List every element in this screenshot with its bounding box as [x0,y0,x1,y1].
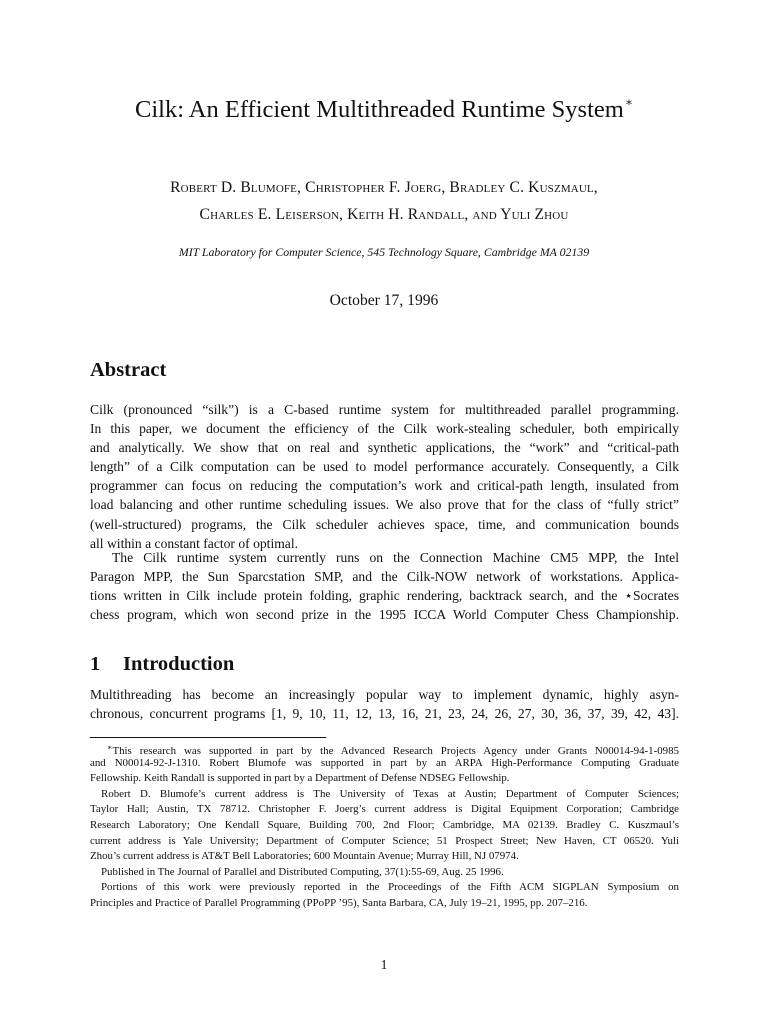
text-line: The Cilk runtime system currently runs on the Connection Machine CM5 MPP, the Intel [112,550,679,565]
footnote-line: Published in The Journal of Parallel and Distributed Computing, 37(1):55-69, Aug. 25 1996. [101,865,504,878]
footnote-text: This research was supported in part by the Advanced Research Projects Agency under Grants N00014-94-1-0985 [112,745,679,757]
abstract-paragraph-2 [90,548,679,624]
footnote-line: Fellowship. Keith Randall is supported in part by a Department of Defense NDSEG Fellowship. [90,772,510,785]
text-line: programmer can focus on reducing the computation’s work and critical-path length, insulated from [90,478,679,494]
footnotes [90,740,679,912]
text-line: (well-structured) programs, the Cilk scheduler achieves space, time, and communication bounds [90,516,679,532]
footnote-line: Robert D. Blumofe’s current address is The University of Texas at Austin; Department of Computer Sciences; [101,787,679,800]
footnote-line: Taylor Hall; Austin, TX 78712. Christopher F. Joerg’s current address is Digital Equipment Corporation; Cambridge [90,803,679,816]
text-line: length” of a Cilk computation can be used to model performance accurately. Consequently, a Cilk [90,459,679,475]
author-line-1: Robert D. Blumofe, Christopher F. Joerg, Bradley C. Kuszmaul, [170,179,598,196]
text-line: load balancing and other runtime scheduling issues. We also prove that for the class of “fully strict” [90,497,679,513]
author-list [0,174,768,228]
section-title: Introduction [123,653,235,675]
abstract-paragraph-1 [90,400,679,553]
author-line-2: Charles E. Leiserson, Keith H. Randall, and Yuli Zhou [199,206,569,223]
text-line: chronous, concurrent programs [1, 9, 10, 11, 12, 13, 16, 21, 23, 24, 26, 27, 30, 36, 37, 39, 42, 43]. [90,706,679,722]
footnote-line: Portions of this work were previously reported in the Proceedings of the Fifth ACM SIGPLAN Symposium on [101,881,679,894]
affiliation: MIT Laboratory for Computer Science, 545 Technology Square, Cambridge MA 02139 [178,245,590,259]
footnote-line [90,740,679,756]
abstract-heading: Abstract [90,359,167,381]
footnote-marker: ∗ [107,743,113,752]
text-line: Paragon MPP, the Sun Sparcstation SMP, and the Cilk-NOW network of workstations. Applica- [90,569,679,585]
footnote-line: and N00014-92-J-1310. Robert Blumofe was supported in part by an ARPA High-Performance Computing Graduate [90,756,679,769]
footnote-line: Zhou’s current address is AT&T Bell Laboratories; 600 Mountain Avenue; Murray Hill, NJ 07974. [90,850,519,863]
text-line: Multithreading has become an increasingly popular way to implement dynamic, highly asyn- [90,687,679,702]
text-line: Cilk (pronounced “silk”) is a C-based runtime system for multithreaded parallel programming. [90,402,679,417]
page-number: 1 [380,957,388,972]
introduction-paragraph [90,685,679,723]
publication-date: October 17, 1996 [329,292,439,309]
footnote-line: current address is Yale University; Department of Computer Science; 51 Prospect Street; New Haven, CT 06520. Yuli [90,834,679,847]
paper-title [0,86,768,126]
footnote-line: Research Laboratory; One Kendall Square, Building 700, 2nd Floor; Cambridge, MA 02139. Bradley C. Kuszmaul’s [90,818,679,831]
footnote-line: Principles and Practice of Parallel Programming (PPoPP ’95), Santa Barbara, CA, July 19–21, 1995, pp. 207–216. [90,896,588,909]
text-line: all within a constant factor of optimal. [90,535,299,551]
text-line: tions written in Cilk include protein folding, graphic rendering, backtrack search, and the ⋆Socrates [90,588,679,604]
paper-title-text: Cilk: An Efficient Multithreaded Runtime System [135,96,624,123]
section-heading-introduction [90,651,234,677]
text-line: In this paper, we document the efficiency of the Cilk work-stealing scheduler, both empirically [90,421,679,437]
title-footnote-marker: ∗ [624,95,633,109]
section-number: 1 [90,653,101,675]
text-line: and analytically. We show that on real and synthetic applications, the “work” and “critical-path [90,440,679,456]
footnote-rule [90,737,326,738]
text-line: chess program, which won second prize in the 1995 ICCA World Computer Chess Championship. [90,607,679,623]
